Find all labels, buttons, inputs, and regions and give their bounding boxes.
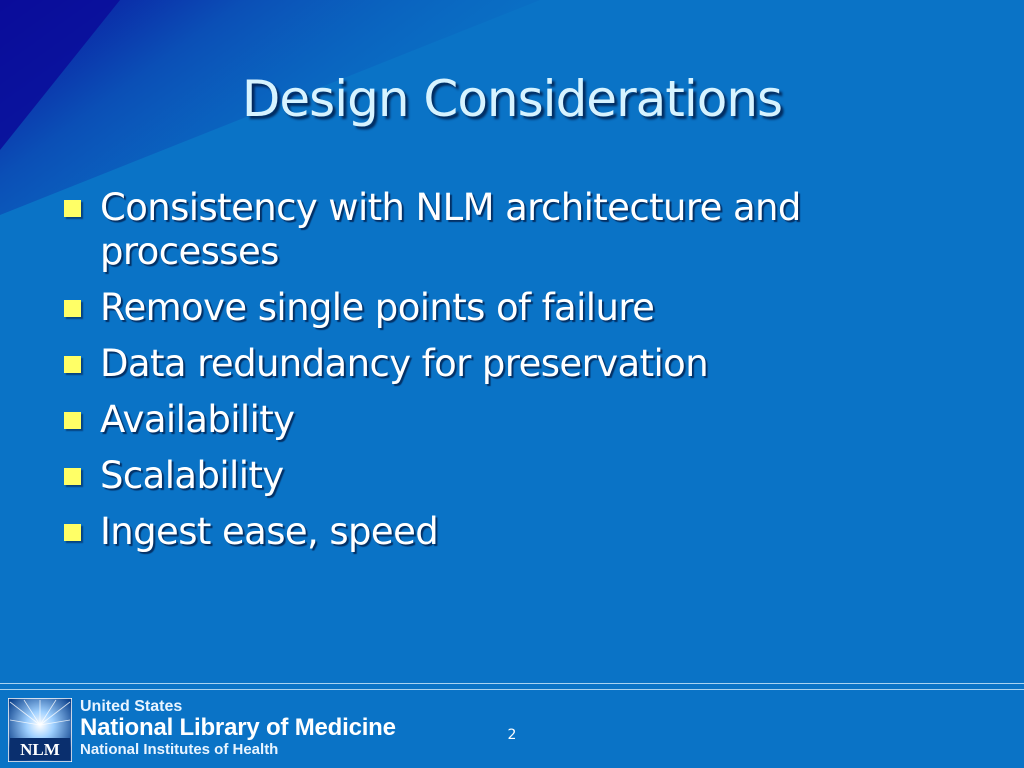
square-bullet-icon [64,468,81,485]
slide-title: Design Considerations [241,70,783,128]
square-bullet-icon [64,412,81,429]
bullet-item [62,342,942,386]
bullet-item [62,286,942,330]
nlm-wordmark [80,699,396,757]
bullet-text: Data redundancy for preservation [100,342,709,385]
svg-text:NLM: NLM [20,740,60,759]
bullet-text: Consistency with NLM architecture and processes [100,186,801,273]
bullet-text: Availability [100,398,295,441]
bullet-item [62,510,942,554]
bullet-text: Remove single points of failure [100,286,655,329]
footer-divider-top [0,683,1024,684]
logo-line-country: United States [80,698,183,715]
square-bullet-icon [64,356,81,373]
bullet-text: Scalability [100,454,284,497]
bullet-list [62,186,942,566]
nlm-starburst-logo-icon [8,698,72,762]
bullet-text: Ingest ease, speed [100,510,439,553]
page-number: 2 [507,727,517,743]
logo-line-institute: National Institutes of Health [80,741,279,758]
bullet-item [62,454,942,498]
bullet-item [62,186,942,274]
square-bullet-icon [64,200,81,217]
square-bullet-icon [64,524,81,541]
logo-line-library: National Library of Medicine [80,714,396,741]
footer [0,689,1024,768]
bullet-item [62,398,942,442]
square-bullet-icon [64,300,81,317]
